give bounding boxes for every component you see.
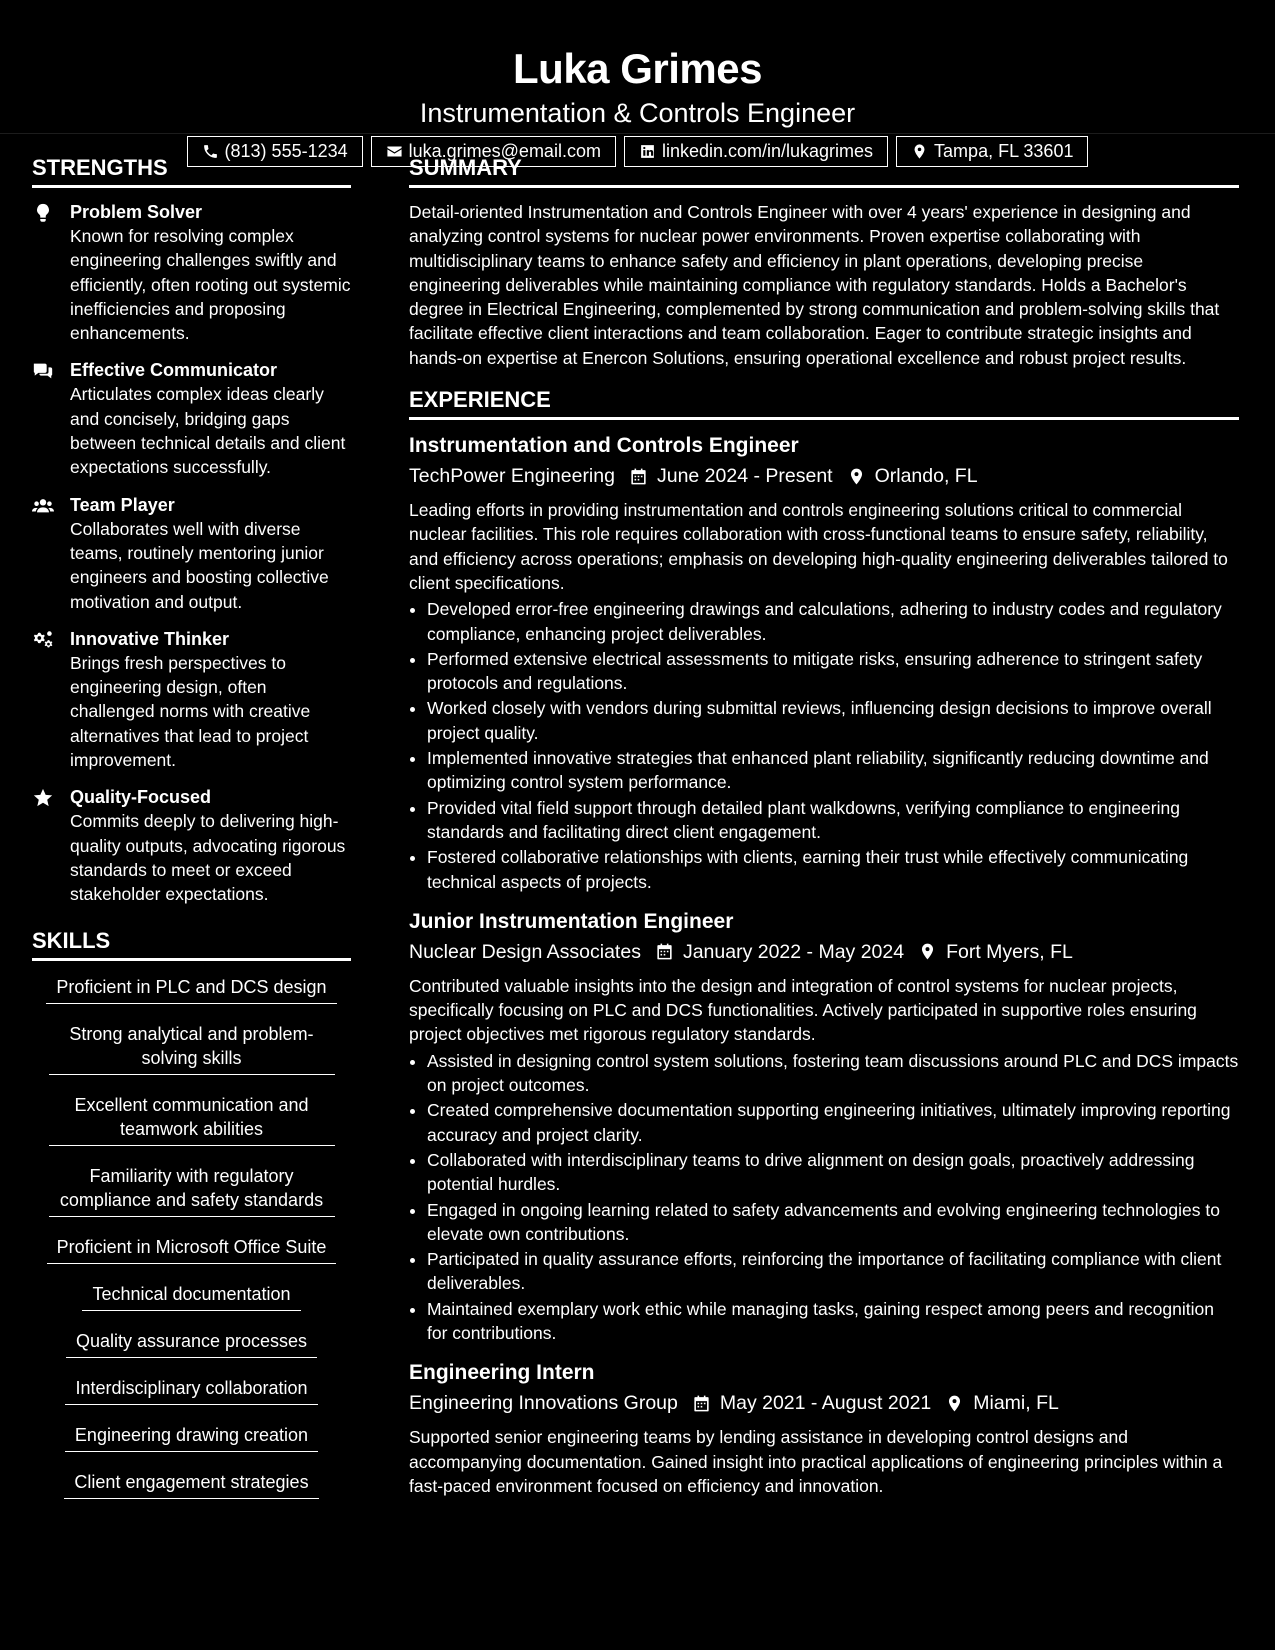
strength-desc: Commits deeply to delivering high-quality outputs, advocating rigorous standards to meet or exceed stakeholder expectations. [70, 811, 346, 905]
bullet-item: • Implemented innovative strategies that enhanced plant reliability, significantly reducing downtime and optimizing control system performance. [427, 746, 1239, 795]
candidate-title: Instrumentation & Controls Engineer [419, 98, 856, 128]
job-bullets [409, 1049, 1239, 1346]
job-entry [409, 1359, 1239, 1498]
job-dates: January 2022 - May 2024 [682, 940, 905, 963]
summary-text: Detail-oriented Instrumentation and Controls Engineer with over 4 years' experience in designing and analyzing control systems for nuclear power environments. Proven expertise collaborating with multidisciplinary teams to enhance safety and efficiency in plant operations, developing precise engineering deliverables while maintaining compliance with regulatory standards. Holds a Bachelor's degree in Electrical Engineering, complemented by strong communication and problem-solving skills that facilitate effective client interactions and team collaboration. Eager to contribute strategic insights and hands-on expertise at Enercon Solutions, ensuring operational excellence and robust project results. [409, 202, 1220, 368]
job-company: Nuclear Design Associates [409, 940, 641, 963]
skill-item: Proficient in Microsoft Office Suite [47, 1233, 337, 1264]
bullet-item: • Participated in quality assurance efforts, reinforcing the importance of facilitating compliance with client deliverables. [427, 1247, 1239, 1296]
job-location: Fort Myers, FL [946, 940, 1073, 963]
skill-item: Interdisciplinary collaboration [65, 1374, 317, 1405]
experience-heading: EXPERIENCE [409, 386, 1239, 420]
resume-header [0, 0, 1275, 161]
strength-title: Quality-Focused [70, 787, 212, 808]
job-bullets [409, 597, 1239, 894]
bullet-item: • Fostered collaborative relationships with clients, earning their trust while effectively communicating technical aspects of projects. [427, 845, 1239, 894]
gears-icon [32, 629, 54, 651]
star-icon [32, 787, 54, 809]
bullet-item: • Engaged in ongoing learning related to safety advancements and evolving engineering technologies to elevate own contributions. [427, 1198, 1239, 1247]
email-text: luka.grimes@email.com [408, 141, 601, 161]
bullet-item: • Performed extensive electrical assessments to mitigate risks, ensuring adherence to stringent safety protocols and regulations. [427, 647, 1239, 696]
job-company: Engineering Innovations Group [409, 1392, 678, 1415]
strength-desc: Known for resolving complex engineering challenges swiftly and efficiently, often rooting out systemic inefficiencies and proposing enhancements. [70, 226, 351, 344]
job-company: TechPower Engineering [409, 465, 615, 488]
envelope-icon [386, 143, 403, 160]
skill-item: Technical documentation [82, 1280, 300, 1311]
linkedin-text: linkedin.com/in/lukagrimes [661, 141, 874, 161]
users-icon [32, 495, 54, 517]
job-description: Leading efforts in providing instrumentation and controls engineering solutions critical to commercial nuclear facilities. This role requires collaboration with cross-functional teams to ensure safety, reliability, and efficiency across operations; emphasis on developing high-quality engineering deliverables tailored to client specifications. [409, 500, 1228, 593]
bullet-item: • Assisted in designing control system solutions, fostering team discussions around PLC and DCS impacts on project outcomes. [427, 1049, 1239, 1098]
job-description: Supported senior engineering teams by lending assistance in developing control designs and accompanying documentation. Gained insight into practical applications of engineering principles within a fast-paced environment focused on efficiency and innovation. [409, 1427, 1223, 1496]
job-meta [409, 1389, 1239, 1417]
strengths-heading: STRENGTHS [32, 154, 351, 188]
skills-heading: SKILLS [32, 927, 351, 961]
strength-desc: Collaborates well with diverse teams, routinely mentoring junior engineers and boosting collective motivation and output. [70, 518, 329, 612]
map-pin-icon [918, 942, 937, 961]
location-text: Tampa, FL 33601 [934, 141, 1074, 161]
job-description: Contributed valuable insights into the design and integration of control systems for nuclear projects, specifically focusing on PLC and DCS functionalities. Actively participated in supportive roles ensuring project objectives met rigorous regulatory standards. [409, 975, 1197, 1045]
right-column [409, 154, 1239, 1515]
skill-item: Quality assurance processes [66, 1327, 317, 1358]
calendar-icon [655, 942, 674, 961]
strength-desc: Brings fresh perspectives to engineering design, often challenged norms with creative alternatives that lead to project improvement. [70, 652, 311, 771]
job-meta [409, 938, 1239, 966]
skills-list [32, 973, 351, 1515]
bullet-item: • Collaborated with interdisciplinary teams to drive alignment on design goals, proactively addressing potential hurdles. [427, 1148, 1239, 1197]
strength-title: Team Player [70, 494, 175, 515]
strength-item [32, 200, 351, 345]
phone-text: (813) 555-1234 [224, 141, 348, 161]
skill-item: Excellent communication and teamwork abilities [49, 1091, 335, 1146]
candidate-name: Luka Grimes [513, 45, 762, 92]
calendar-icon [629, 467, 648, 486]
bullet-item: • Maintained exemplary work ethic while managing tasks, gaining respect among peers and recognition for contributions. [427, 1297, 1239, 1346]
strength-title: Problem Solver [70, 202, 203, 222]
strength-item [32, 493, 351, 614]
bullet-item: • Created comprehensive documentation supporting engineering initiatives, ultimately improving reporting accuracy and project clarity. [427, 1098, 1239, 1147]
chat-bubbles-icon [32, 360, 54, 382]
strength-item [32, 785, 351, 906]
job-entry [409, 908, 1239, 1345]
left-column [32, 154, 351, 1515]
strength-title: Innovative Thinker [70, 628, 230, 649]
job-title: Junior Instrumentation Engineer [409, 909, 734, 933]
job-title: Engineering Intern [409, 1361, 595, 1385]
strength-desc: Articulates complex ideas clearly and concisely, bridging gaps between technical details and client expectations successfully. [70, 384, 346, 478]
skill-item: Strong analytical and problem-solving skills [49, 1020, 335, 1075]
bullet-item: • Provided vital field support through detailed plant walkdowns, verifying compliance to engineering standards and facilitating direct client engagement. [427, 796, 1239, 845]
strength-item [32, 358, 351, 479]
strength-title: Effective Communicator [70, 360, 278, 381]
calendar-icon [692, 1394, 711, 1413]
job-meta [409, 462, 1239, 490]
skill-item: Client engagement strategies [64, 1468, 318, 1499]
strength-item [32, 627, 351, 772]
lightbulb-icon [32, 202, 54, 224]
skill-item: Familiarity with regulatory compliance and safety standards [49, 1162, 335, 1217]
job-title: Instrumentation and Controls Engineer [409, 434, 799, 458]
bullet-item: • Worked closely with vendors during submittal reviews, influencing design decisions to improve overall project quality. [427, 696, 1239, 745]
map-pin-icon [847, 467, 866, 486]
job-location: Miami, FL [973, 1392, 1059, 1415]
job-location: Orlando, FL [874, 465, 978, 488]
bullet-item: • Developed error-free engineering drawings and calculations, adhering to industry codes and regulatory compliance, enhancing project deliverables. [427, 597, 1239, 646]
skill-item: Engineering drawing creation [65, 1421, 318, 1452]
job-dates: May 2021 - August 2021 [719, 1392, 932, 1415]
skill-item: Proficient in PLC and DCS design [46, 973, 336, 1004]
map-pin-icon [945, 1394, 964, 1413]
job-entry [409, 432, 1239, 894]
job-dates: June 2024 - Present [656, 465, 833, 488]
summary-heading: SUMMARY [409, 154, 1239, 188]
